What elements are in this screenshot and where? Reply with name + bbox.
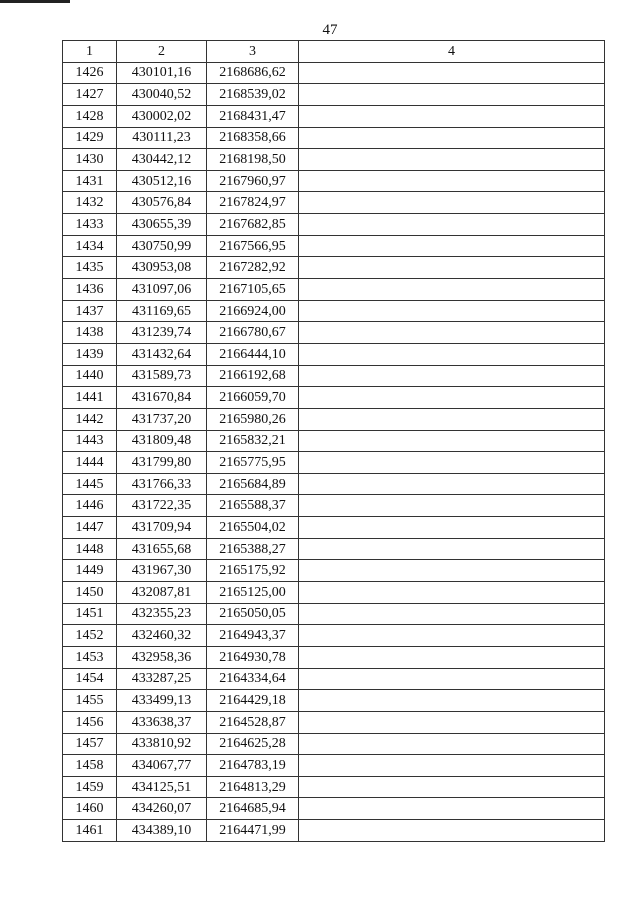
- table-row: [63, 495, 605, 517]
- table-cell-col-4: [299, 149, 605, 171]
- table-cell-col-4: [299, 343, 605, 365]
- table-cell-col-1: 1450: [63, 582, 117, 604]
- table-row: [63, 192, 605, 214]
- column-header-1: 1: [63, 41, 117, 63]
- table-cell-col-4: [299, 105, 605, 127]
- table-cell-col-4: [299, 755, 605, 777]
- table-row: [63, 214, 605, 236]
- table-cell-col-3: 2164813,29: [207, 776, 299, 798]
- column-header-2: 2: [117, 41, 207, 63]
- table-cell-col-1: 1455: [63, 690, 117, 712]
- table-cell-col-1: 1430: [63, 149, 117, 171]
- table-row: [63, 711, 605, 733]
- table-cell-col-2: 434125,51: [117, 776, 207, 798]
- table-row: [63, 582, 605, 604]
- table-cell-col-1: 1439: [63, 343, 117, 365]
- table-row: [63, 538, 605, 560]
- table-cell-col-1: 1446: [63, 495, 117, 517]
- table-cell-col-2: 433287,25: [117, 668, 207, 690]
- table-cell-col-1: 1458: [63, 755, 117, 777]
- table-cell-col-2: 431097,06: [117, 279, 207, 301]
- table-cell-col-4: [299, 365, 605, 387]
- table-cell-col-3: 2164930,78: [207, 646, 299, 668]
- table-cell-col-2: 431967,30: [117, 560, 207, 582]
- table-cell-col-2: 430576,84: [117, 192, 207, 214]
- column-header-4: 4: [299, 41, 605, 63]
- table-cell-col-2: 431722,35: [117, 495, 207, 517]
- table-row: [63, 127, 605, 149]
- table-cell-col-2: 430442,12: [117, 149, 207, 171]
- table-cell-col-1: 1442: [63, 408, 117, 430]
- column-header-3: 3: [207, 41, 299, 63]
- table-cell-col-1: 1443: [63, 430, 117, 452]
- table-cell-col-2: 430750,99: [117, 235, 207, 257]
- table-cell-col-1: 1441: [63, 387, 117, 409]
- table-cell-col-3: 2165125,00: [207, 582, 299, 604]
- table-cell-col-1: 1447: [63, 517, 117, 539]
- table-cell-col-4: [299, 495, 605, 517]
- table-cell-col-3: 2164685,94: [207, 798, 299, 820]
- table-row: [63, 646, 605, 668]
- table-cell-col-4: [299, 300, 605, 322]
- table-cell-col-3: 2167566,95: [207, 235, 299, 257]
- table-cell-col-3: 2168686,62: [207, 62, 299, 84]
- table-cell-col-3: 2164783,19: [207, 755, 299, 777]
- table-row: [63, 755, 605, 777]
- table-cell-col-3: 2167682,85: [207, 214, 299, 236]
- table-row: [63, 105, 605, 127]
- table-cell-col-2: 433638,37: [117, 711, 207, 733]
- table-cell-col-2: 431169,65: [117, 300, 207, 322]
- table-cell-col-2: 431589,73: [117, 365, 207, 387]
- table-cell-col-2: 430953,08: [117, 257, 207, 279]
- table-cell-col-4: [299, 387, 605, 409]
- table-cell-col-1: 1436: [63, 279, 117, 301]
- table-cell-col-4: [299, 668, 605, 690]
- table-cell-col-3: 2165775,95: [207, 452, 299, 474]
- table-cell-col-3: 2168539,02: [207, 84, 299, 106]
- table-cell-col-3: 2164471,99: [207, 820, 299, 842]
- table-cell-col-3: 2164943,37: [207, 625, 299, 647]
- table-cell-col-3: 2167960,97: [207, 170, 299, 192]
- table-cell-col-4: [299, 430, 605, 452]
- table-cell-col-1: 1456: [63, 711, 117, 733]
- table-cell-col-3: 2165050,05: [207, 603, 299, 625]
- table-cell-col-2: 434389,10: [117, 820, 207, 842]
- table-cell-col-3: 2166059,70: [207, 387, 299, 409]
- table-row: [63, 62, 605, 84]
- table-cell-col-4: [299, 711, 605, 733]
- table-cell-col-1: 1453: [63, 646, 117, 668]
- table-row: [63, 257, 605, 279]
- table-cell-col-2: 431809,48: [117, 430, 207, 452]
- table-cell-col-3: 2164528,87: [207, 711, 299, 733]
- table-cell-col-2: 431670,84: [117, 387, 207, 409]
- table-cell-col-1: 1459: [63, 776, 117, 798]
- table-cell-col-1: 1451: [63, 603, 117, 625]
- table-row: [63, 473, 605, 495]
- table-cell-col-1: 1438: [63, 322, 117, 344]
- page-number: 47: [322, 22, 338, 38]
- table-cell-col-4: [299, 62, 605, 84]
- table-cell-col-4: [299, 84, 605, 106]
- table-cell-col-3: 2166780,67: [207, 322, 299, 344]
- table-cell-col-4: [299, 473, 605, 495]
- table-cell-col-1: 1429: [63, 127, 117, 149]
- table-cell-col-1: 1435: [63, 257, 117, 279]
- table-row: [63, 625, 605, 647]
- table-cell-col-4: [299, 646, 605, 668]
- table-cell-col-3: 2164429,18: [207, 690, 299, 712]
- table-cell-col-1: 1460: [63, 798, 117, 820]
- table-cell-col-1: 1434: [63, 235, 117, 257]
- table-cell-col-4: [299, 733, 605, 755]
- table-cell-col-4: [299, 798, 605, 820]
- table-cell-col-1: 1433: [63, 214, 117, 236]
- table-cell-col-4: [299, 235, 605, 257]
- table-row: [63, 149, 605, 171]
- table-row: [63, 603, 605, 625]
- table-row: [63, 560, 605, 582]
- table-cell-col-4: [299, 538, 605, 560]
- table-cell-col-2: 433810,92: [117, 733, 207, 755]
- table-cell-col-1: 1440: [63, 365, 117, 387]
- table-cell-col-3: 2165832,21: [207, 430, 299, 452]
- table-cell-col-3: 2165588,37: [207, 495, 299, 517]
- table-cell-col-1: 1448: [63, 538, 117, 560]
- table-cell-col-1: 1428: [63, 105, 117, 127]
- table-row: [63, 517, 605, 539]
- table-row: [63, 300, 605, 322]
- table-cell-col-2: 431655,68: [117, 538, 207, 560]
- top-rule-line: [0, 0, 70, 3]
- table-cell-col-1: 1461: [63, 820, 117, 842]
- table-cell-col-1: 1444: [63, 452, 117, 474]
- table-cell-col-2: 432460,32: [117, 625, 207, 647]
- table-row: [63, 322, 605, 344]
- table-row: [63, 690, 605, 712]
- table-cell-col-4: [299, 192, 605, 214]
- table-cell-col-3: 2165175,92: [207, 560, 299, 582]
- table-cell-col-3: 2165980,26: [207, 408, 299, 430]
- table-cell-col-2: 432355,23: [117, 603, 207, 625]
- table-cell-col-3: 2167282,92: [207, 257, 299, 279]
- table-cell-col-2: 431432,64: [117, 343, 207, 365]
- table-cell-col-4: [299, 127, 605, 149]
- table-row: [63, 408, 605, 430]
- table-cell-col-3: 2164334,64: [207, 668, 299, 690]
- table-row: [63, 776, 605, 798]
- table-cell-col-3: 2165388,27: [207, 538, 299, 560]
- table-cell-col-4: [299, 214, 605, 236]
- table-cell-col-4: [299, 776, 605, 798]
- table-cell-col-4: [299, 170, 605, 192]
- table-cell-col-1: 1454: [63, 668, 117, 690]
- table-cell-col-2: 430111,23: [117, 127, 207, 149]
- table-cell-col-2: 430655,39: [117, 214, 207, 236]
- table-cell-col-2: 431239,74: [117, 322, 207, 344]
- table-cell-col-2: 434260,07: [117, 798, 207, 820]
- table-row: [63, 733, 605, 755]
- table-cell-col-1: 1449: [63, 560, 117, 582]
- table-row: [63, 820, 605, 842]
- table-cell-col-2: 430512,16: [117, 170, 207, 192]
- table-cell-col-3: 2166924,00: [207, 300, 299, 322]
- table-row: [63, 170, 605, 192]
- table-row: [63, 235, 605, 257]
- coordinates-table: [62, 40, 605, 842]
- table-row: [63, 279, 605, 301]
- table-cell-col-1: 1427: [63, 84, 117, 106]
- table-cell-col-3: 2167824,97: [207, 192, 299, 214]
- table-cell-col-4: [299, 690, 605, 712]
- table-cell-col-4: [299, 582, 605, 604]
- table-cell-col-2: 430101,16: [117, 62, 207, 84]
- table-cell-col-1: 1437: [63, 300, 117, 322]
- table-row: [63, 387, 605, 409]
- table-cell-col-2: 434067,77: [117, 755, 207, 777]
- table-row: [63, 365, 605, 387]
- table-row: [63, 84, 605, 106]
- table-cell-col-3: 2168358,66: [207, 127, 299, 149]
- table-cell-col-3: 2168198,50: [207, 149, 299, 171]
- table-cell-col-4: [299, 279, 605, 301]
- table-cell-col-2: 431766,33: [117, 473, 207, 495]
- table-cell-col-1: 1452: [63, 625, 117, 647]
- table-cell-col-3: 2166192,68: [207, 365, 299, 387]
- table-cell-col-4: [299, 322, 605, 344]
- table-cell-col-4: [299, 257, 605, 279]
- table-cell-col-1: 1426: [63, 62, 117, 84]
- table-header-row: [63, 41, 605, 63]
- table-cell-col-2: 431799,80: [117, 452, 207, 474]
- table-cell-col-4: [299, 408, 605, 430]
- table-cell-col-4: [299, 820, 605, 842]
- table-cell-col-3: 2167105,65: [207, 279, 299, 301]
- table-row: [63, 343, 605, 365]
- table-cell-col-1: 1432: [63, 192, 117, 214]
- table-cell-col-1: 1457: [63, 733, 117, 755]
- table-cell-col-2: 431737,20: [117, 408, 207, 430]
- table-cell-col-4: [299, 560, 605, 582]
- table-cell-col-1: 1431: [63, 170, 117, 192]
- table-cell-col-4: [299, 603, 605, 625]
- table-cell-col-3: 2166444,10: [207, 343, 299, 365]
- table-row: [63, 798, 605, 820]
- table-cell-col-2: 430040,52: [117, 84, 207, 106]
- table-cell-col-3: 2165504,02: [207, 517, 299, 539]
- table-row: [63, 430, 605, 452]
- table-cell-col-2: 433499,13: [117, 690, 207, 712]
- table-cell-col-2: 431709,94: [117, 517, 207, 539]
- table-cell-col-3: 2165684,89: [207, 473, 299, 495]
- table-cell-col-1: 1445: [63, 473, 117, 495]
- table-cell-col-3: 2168431,47: [207, 105, 299, 127]
- table-cell-col-4: [299, 625, 605, 647]
- table-body: [63, 62, 605, 841]
- table-cell-col-4: [299, 517, 605, 539]
- table-cell-col-4: [299, 452, 605, 474]
- table-row: [63, 452, 605, 474]
- table-row: [63, 668, 605, 690]
- table-cell-col-3: 2164625,28: [207, 733, 299, 755]
- table-cell-col-2: 430002,02: [117, 105, 207, 127]
- table-cell-col-2: 432087,81: [117, 582, 207, 604]
- table-cell-col-2: 432958,36: [117, 646, 207, 668]
